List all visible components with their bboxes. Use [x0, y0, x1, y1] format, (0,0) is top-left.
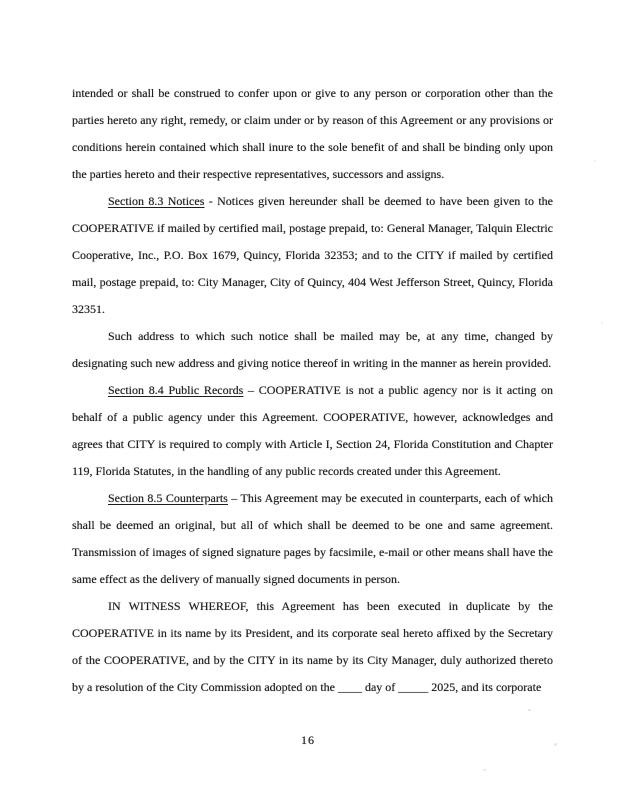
section-heading-8-4: Section 8.4 Public Records: [108, 383, 244, 397]
scan-speck: [483, 769, 486, 771]
paragraph-text: intended or shall be construed to confer upon or give to any person or corporation other than the parties hereto any right, remedy, or claim under or by reason of this Agreement or any provisions or conditions herein contained which shall inure to the sole benefit of and shall be binding only upon the parties hereto and their respective representatives, successors and assigns.: [72, 86, 553, 181]
paragraph-notice-address: [72, 323, 553, 377]
paragraph-in-witness-whereof: [72, 593, 553, 701]
paragraph-text: Notices given hereunder shall be deemed to have been given to the COOPERATIVE if mailed by certified mail, postage prepaid, to: General Manager, Talquin Electric Cooperative, Inc., P.O. Box 1679, Quincy, Florida 32353; and to the CITY if mailed by certified mail, postage prepaid, to: City Manager, City of Quincy, 404 West Jefferson Street, Quincy, Florida 32351.: [72, 194, 554, 316]
scan-speck: [554, 743, 557, 746]
section-heading-8-3: Section 8.3 Notices: [108, 194, 205, 208]
paragraph-section-8-4: [72, 377, 553, 485]
paragraph-text: This Agreement may be executed in counterparts, each of which shall be deemed an original, but all of which shall be deemed to be one and same agreement. Transmission of images of signed signature pages by facsimile, e-mail or other means shall have the same effect as the delivery of manually signed documents in person.: [72, 491, 553, 586]
scan-speck: [601, 322, 603, 324]
paragraph-section-8-3: [72, 188, 553, 323]
paragraph-text: Such address to which such notice shall be mailed may be, at any time, changed by designating such new address and giving notice thereof in writing in the manner as herein provided.: [72, 329, 553, 370]
paragraph-continuation: [72, 80, 553, 188]
page-number: 16: [301, 733, 315, 747]
paragraph-section-8-5: [72, 485, 553, 593]
paragraph-text: IN WITNESS WHEREOF, this Agreement has been executed in duplicate by the COOPERATIVE in its name by its President, and its corporate seal hereto affixed by the Secretary of the COOPERATIVE, and by the CITY in its name by its City Manager, duly authorized thereto by a resolution of the City Commission adopted on the ____ day of _____ 2025, and its corporate: [72, 599, 553, 694]
scan-speck: [528, 709, 531, 711]
heading-separator: –: [243, 383, 259, 397]
paragraph-text: COOPERATIVE is not a public agency nor is it acting on behalf of a public agency under this Agreement. COOPERATIVE, however, acknowledges and agrees that CITY is required to comply with Article I, Section 24, Florida Constitution and Chapter 119, Florida Statutes, in the handling of any public records created under this Agreement.: [72, 383, 554, 478]
document-text-block: [72, 80, 553, 701]
section-heading-8-5: Section 8.5 Counterparts: [108, 491, 228, 505]
scan-speck: [594, 160, 596, 162]
heading-separator: –: [227, 491, 241, 505]
heading-separator: -: [204, 194, 218, 208]
